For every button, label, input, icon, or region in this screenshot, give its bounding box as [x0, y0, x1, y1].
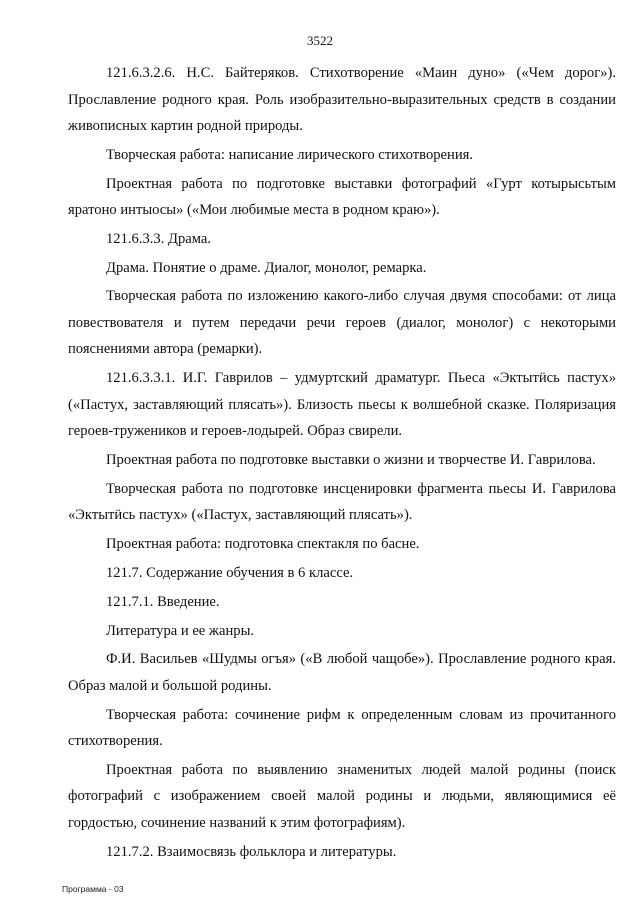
- paragraph-creative-work-poem: Творческая работа: написание лирического стихотворения.: [106, 146, 474, 163]
- paragraph-project-gavrilov-exhibition: Проектная работа по подготовке выставки о жизни и творчестве И. Гаврилова.: [106, 452, 596, 469]
- paragraph-project-photo-exhibition: Проектная работа по подготовке выставки фотографий «Гурт котырысьтым яратоно интыосы» («Мои любимые места в родном краю»).: [68, 175, 616, 219]
- section-heading-folklore-literature: 121.7.2. Взаимосвязь фольклора и литературы.: [106, 843, 397, 860]
- paragraph-drama-concept: Драма. Понятие о драме. Диалог, монолог, ремарка.: [106, 259, 427, 276]
- paragraph-gavrilov-play: 121.6.3.3.1. И.Г. Гаврилов – удмуртский драматург. Пьеса «Эктытӥсь пастух» («Пастух, заставляющий плясать»). Близость пьесы к волшебной сказке. Поляризация героев-тружеников и героев-лодырей. Образ свирели.: [68, 370, 616, 440]
- section-heading-introduction: 121.7.1. Введение.: [106, 593, 220, 610]
- section-heading-grade-6: 121.7. Содержание обучения в 6 классе.: [106, 564, 354, 581]
- paragraph-literature-genres: Литература и ее жанры.: [106, 622, 255, 639]
- paragraph-creative-work-rhymes: Творческая работа: сочинение рифм к определенным словам из прочитанного стихотворения.: [68, 706, 616, 750]
- paragraph-project-famous-people: Проектная работа по выявлению знаменитых людей малой родины (поиск фотографий с изображением своей малой родины и людьми, являющимися её гордостью, сочинение названий к этим фотографиям).: [68, 761, 616, 831]
- page-footer: Программа - 03: [62, 884, 124, 894]
- paragraph-creative-work-retelling: Творческая работа по изложению какого-либо случая двумя способами: от лица повествователя и путем передачи речи героев (диалог, монолог) с некоторыми пояснениями автора (ремарки).: [68, 288, 616, 358]
- paragraph-creative-work-staging: Творческая работа по подготовке инсценировки фрагмента пьесы И. Гаврилова «Эктытӥсь пастух» («Пастух, заставляющий плясать»).: [68, 480, 616, 524]
- paragraph-project-fable-performance: Проектная работа: подготовка спектакля по басне.: [106, 536, 420, 553]
- document-body: [68, 60, 616, 865]
- paragraph-baiteryakov-poem: 121.6.3.2.6. Н.С. Байтеряков. Стихотворение «Маин дуно» («Чем дорог»). Прославление родного края. Роль изобразительно-выразительных средств в создании живописных картин родной природы.: [68, 65, 616, 134]
- paragraph-vasiliev-poem: Ф.И. Васильев «Шудмы огъя» («В любой чащобе»). Прославление родного края. Образ малой и большой родины.: [68, 651, 616, 694]
- page-number: 3522: [307, 33, 333, 48]
- section-heading-drama: 121.6.3.3. Драма.: [106, 230, 212, 247]
